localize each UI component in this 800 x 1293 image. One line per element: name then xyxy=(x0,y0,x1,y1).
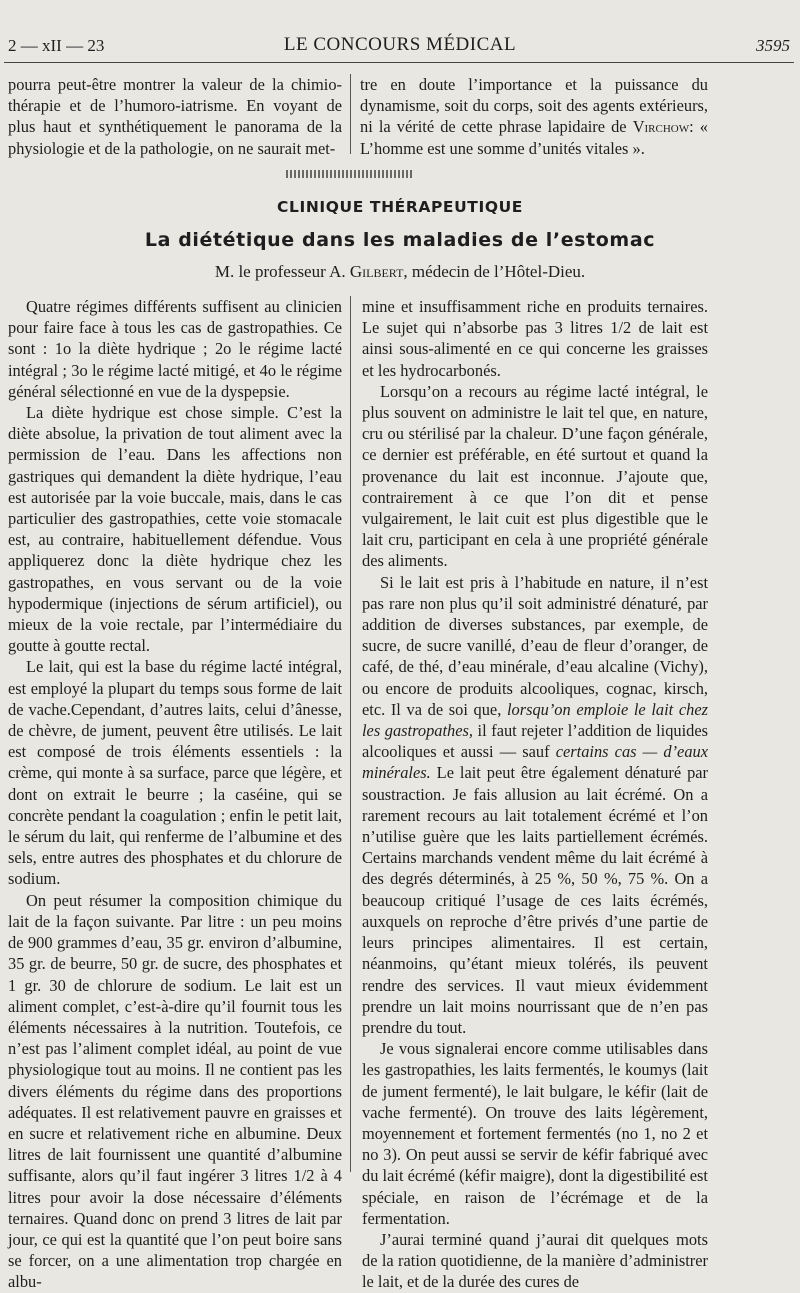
intro-right-text xyxy=(360,74,708,159)
issue-date: 2 — xII — 23 xyxy=(8,36,105,55)
intro-right-column xyxy=(360,74,708,159)
right-paragraph-3-italic-2: certains cas — d’eaux minérales. xyxy=(362,742,708,783)
left-paragraph-4: On peut résumer la composition chimique du lait de la façon suivante. Par litre : un peu moins de 900 grammes d’eau, 35 gr. environ d’albumine, 35 gr. de beurre, 50 gr. de sucre, des phosphates et 1 gr. 30 de chlorure de sodium. Le lait est un aliment complet, c’est-à-dire qu’il fournit tous les éléments nécessaires à la nutrition. Toutefois, ce n’est pas l’aliment complet idéal, au point de vue physiologique tout au moins. Il ne contient pas les divers éléments du régime dans des proportions adéquates. Il est relativement pauvre en graisses et en sucre et relativement riche en albumine. Deux litres de lait fournissent une quantité d’albumine suffisante, alors qu’il faut ingérer 3 litres 1/2 à 4 litres pour avoir la dose nécessaire d’éléments ternaires. Quand donc on prend 3 litres de lait par jour, ce qui est la quantité que l’on peut boire sans se forcer, on a une alimentation trop chargée en albu- xyxy=(8,890,342,1292)
intro-left-text: pourra peut-être montrer la valeur de la chimio-thérapie et de l’humoro-iatrisme. En voyant de plus haut et synthétiquement le panorama de la physiologie et de la pathologie, on ne saurait met- xyxy=(8,75,342,158)
header-rule xyxy=(4,62,794,63)
section-ornament xyxy=(286,170,414,178)
right-paragraph-1: mine et insuffisamment riche en produits ternaires. Le sujet qui n’absorbe pas 3 litres 1/2 de lait est ainsi sous-alimenté en ce qui concerne les graisses et les hydrocarbonés. xyxy=(362,297,708,380)
right-paragraph-2: Lorsqu’on a recours au régime lacté intégral, le plus souvent on administre le lait tel que, en nature, cru ou stérilisé par la chaleur. D’une façon générale, ce dernier est préférable, en été surtout et quand la provenance du lait est inconnue. J’ajoute que, contrairement à ce que l’on dit et pense vulgairement, le lait cuit est plus digestible que le lait cru, participant en cela à une propriété générale des aliments. xyxy=(362,381,708,571)
virchow-name: Virchow xyxy=(632,117,690,137)
page-number: 3595 xyxy=(756,36,790,55)
author-name: Gilbert xyxy=(349,262,404,281)
intro-right-text-a: tre en doute l’importance et la puissance du dynamisme, soit du corps, soit des agents extérieurs, ni la vérité de cette phrase lapidaire de xyxy=(360,75,708,137)
right-paragraph-5: J’aurai terminé quand j’aurai dit quelques mots de la ration quotidienne, de la manière d’administrer le lait, et de la durée des cures de xyxy=(362,1229,708,1292)
left-column xyxy=(8,296,342,1293)
intro-right-text-b: : « L’homme est une somme d’unités vitales ». xyxy=(360,117,708,158)
right-paragraph-3 xyxy=(362,572,708,1038)
right-paragraph-3-c: Le lait peut être également dénaturé par soustraction. Je fais allusion au lait écrémé. On a rarement recours au lait totalement écrémé et l’on n’utilise guère que les laits partiellement écrémés. Certains marchands vendent même du lait écrémé à des degrés déterminés, à 25 %, 50 %, 75 %. On a beaucoup critiqué l’usage de ces laits écrémés, auxquels on reproche d’être privés d’une partie de leurs principes alimentaires. Il est certain, néanmoins, qu’étant mieux tolérés, ils peuvent rendre des services. Il vaut mieux évidemment prendre un lait moins nourrissant que de n’en pas prendre du tout. xyxy=(362,763,708,1037)
author-prefix: M. le professeur A. xyxy=(214,262,350,281)
right-paragraph-3-a: Si le lait est pris à l’habitude en nature, il n’est pas rare non plus qu’il soit administré dénaturé, par addition de diverses substances, par exemple, de sucre, de sucre vanillé, d’eau de fleur d’oranger, de café, de thé, d’eau minérale, d’eau alcaline (Vichy), ou encore de produits alcooliques, cognac, kirsch, etc. Il va de soi que, xyxy=(362,572,708,719)
right-paragraph-3-italic-1: lorsqu’on emploie le lait chez les gastropathes, xyxy=(362,699,708,741)
right-column xyxy=(362,296,708,1293)
article-author xyxy=(0,262,800,282)
article-title: La diététique dans les maladies de l’estomac xyxy=(144,229,656,251)
author-suffix: , médecin de l’Hôtel-Dieu. xyxy=(403,262,586,281)
section-title: CLINIQUE THÉRAPEUTIQUE xyxy=(277,198,523,216)
left-paragraph-3: Le lait, qui est la base du régime lacté intégral, est employé la plupart du temps sous forme de lait de vache.Cependant, d’autres laits, celui d’ânesse, de chèvre, de jument, peuvent être utilisés. Le lait est composé de trois éléments essentiels : la crème, qui monte à sa surface, parce que légère, et dont on extrait le beurre ; la caséine, qui se concrète pendant la coagulation ; enfin le petit lait, le sérum du lait, qui renferme de l’albumine et des sels, entre autres des phosphates et du chlorure de sodium. xyxy=(8,657,342,889)
column-divider xyxy=(350,296,351,1172)
page-header xyxy=(0,32,800,58)
intro-column-divider xyxy=(350,74,351,154)
left-paragraph-1: Quatre régimes différents suffisent au clinicien pour faire face à tous les cas de gastropathies. Ce sont : 1o la diète hydrique ; 2o le régime lacté intégral ; 3o le régime lacté mitigé, et 4o le régime général sélectionné en vue de la dyspepsie. xyxy=(8,297,342,401)
left-paragraph-2: La diète hydrique est chose simple. C’est la diète absolue, la privation de tout aliment avec la permission de l’eau. Dans les affections non gastriques qui demandent la diète hydrique, l’eau est autorisée par la voie buccale, mais, dans le cas particulier des gastropathies, cette voie stomacale est, au contraire, habituellement défendue. Vous appliquerez donc la diète hydrique chez les gastropathes, en vous servant ou de la voie hypodermique (injections de sérum artificiel), ou mieux de la voie rectale, par l’intermédiaire du goutte à goutte rectal. xyxy=(8,403,342,656)
right-paragraph-3-b: il faut rejeter l’addition de liquides alcooliques et aussi — sauf xyxy=(362,721,708,762)
intro-left-column xyxy=(8,74,342,159)
journal-name: LE CONCOURS MÉDICAL xyxy=(283,34,517,55)
right-paragraph-4: Je vous signalerai encore comme utilisables dans les gastropathies, les laits fermentés, le koumys (lait de jument fermenté), le lait bulgare, le kéfir (lait de vache fermenté). On trouve des laits légèrement, moyennement et fortement fermentés (no 1, no 2 et no 3). On peut aussi se servir de kéfir fabriqué avec du lait écrémé (kéfir maigre), dont la digestibilité est spéciale, en raison de l’écrémage et de la fermentation. xyxy=(362,1039,708,1228)
